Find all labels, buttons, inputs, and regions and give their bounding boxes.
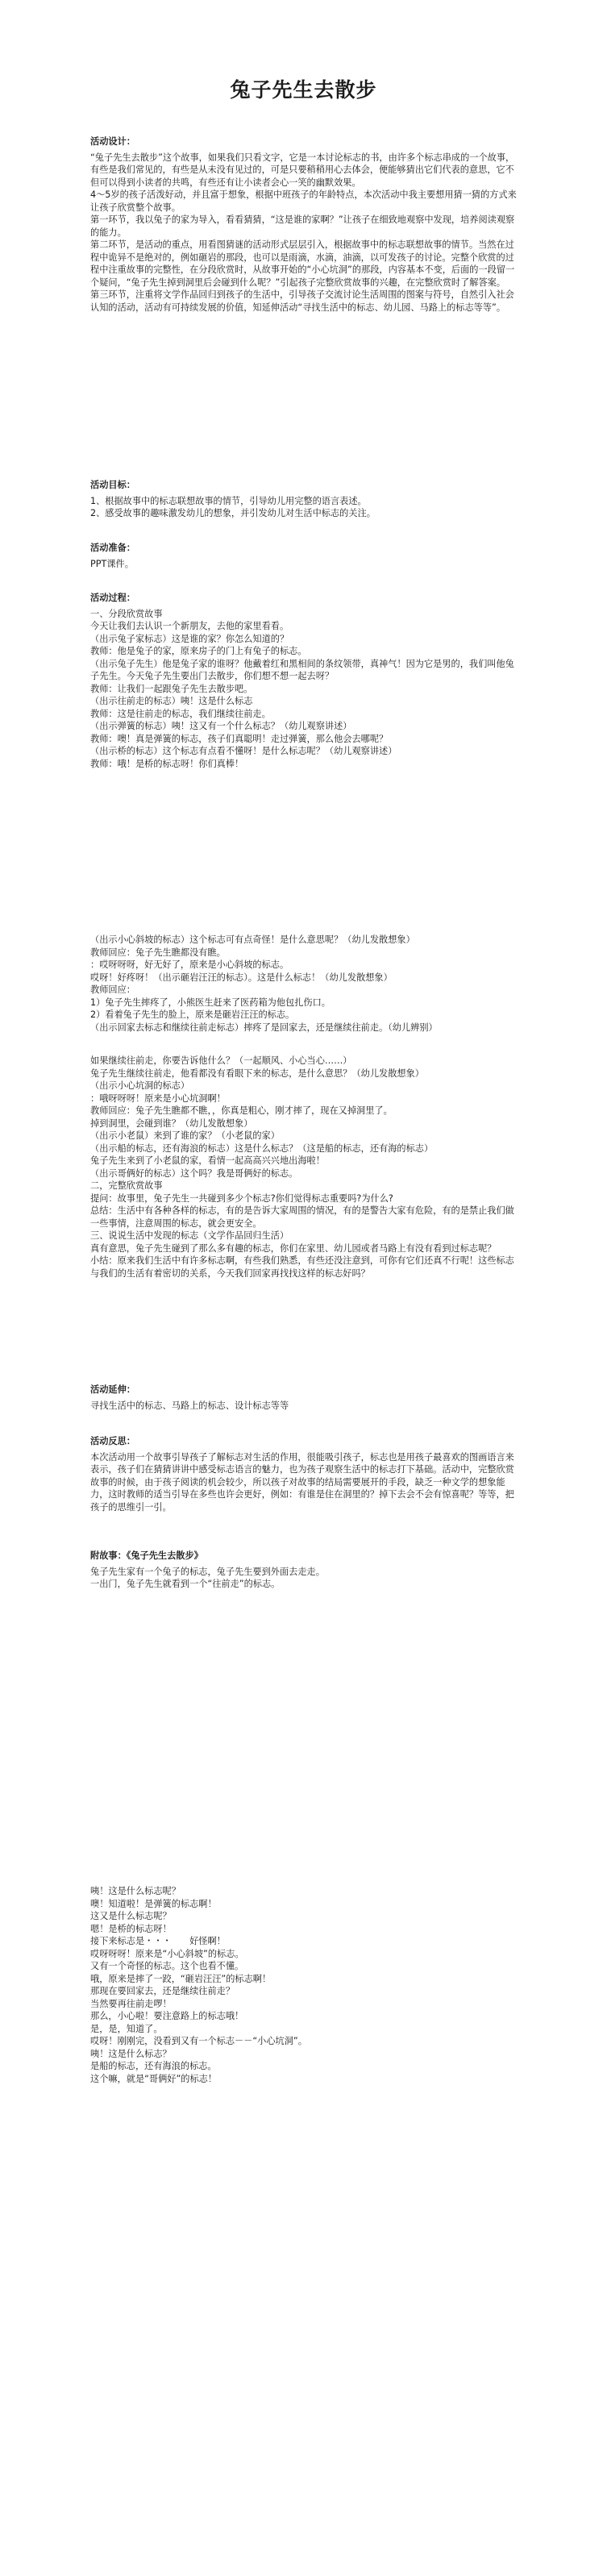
process-line: 提问：故事里，兔子先生一共碰到多少个标志?你们觉得标志重要吗?为什么?	[90, 1192, 393, 1204]
process-line: 小结：原来我们生活中有许多标志啊，有些我们熟悉，有些还没注意到，可你有它们还真不行呢！这些标志与我们的生活有着密切的关系，今天我们回家再找找这样的标志好吗？	[90, 1255, 514, 1279]
story-line: 这个嘛，就是“哥俩好”的标志！	[90, 2073, 218, 2084]
section-extension	[90, 1384, 518, 1412]
process-line: 教师：哦！是桥的标志呀！你们真棒！	[90, 758, 244, 769]
paragraph: 第三环节，注重将文学作品回归到孩子的生活中，引导孩子交流讨论生活周围的图案与符号，自然引入社会认知的活动，活动有可持续发展的价值，知延伸活动“寻找生活中的标志、幼儿园、马路上的标志等等”。	[90, 289, 514, 313]
story-line: 这又是什么标志呢？	[90, 1911, 172, 1921]
process-line: 二，完整欣赏故事	[90, 1180, 163, 1191]
paragraph: 本次活动用一个故事引导孩子了解标志对生活的作用，很能吸引孩子，标志也是用孩子最喜欢的图画语言来表示，孩子们在猜猜讲讲中感受标志语言的魅力，也为孩子观察生活中的标志打下基础。活动中，完整欣赏故事的时候，由于孩子阅读的机会较少，所以孩子对故事的结局需要展开的手段，缺乏一种文学的想象能力，这时教师的适当引导在多些也许会更好，例如：有谁是住在洞里的？掉下去会不会有惊喜呢？等等，把孩子的思维引一引。	[90, 1451, 514, 1513]
story-line: 哦，原来是摔了一跤，“砸岩汪汪”的标志啊！	[90, 1973, 272, 1984]
story-line: 一出门，兔子先生就看到一个“往前走”的标志。	[90, 1579, 281, 1589]
story-line: 那么，小心啦！要注意路上的标志哦！	[90, 2011, 244, 2021]
process-line: 哎呀！好疼呀！（出示砸岩汪汪的标志）。这是什么标志！（幼儿发散想象）	[90, 972, 393, 983]
document-title: 兔子先生去散步	[230, 78, 377, 102]
list-item: 寻找生活中的标志、马路上的标志、设计标志等等	[90, 1400, 289, 1411]
section-heading: 活动设计：	[90, 136, 135, 147]
story-line: 又有一个奇怪的标志。这个也看不懂。	[90, 1961, 244, 1971]
section-goals	[90, 479, 518, 520]
process-line: 如果继续往前走，你要告诉他什么？（一起顺风、小心当心……）	[90, 1055, 352, 1066]
process-line: 总结：生活中有各种各样的标志，有的是告诉大家周围的情况，有的是警告大家有危险，有的是禁止我们做一些事情，注意周围的标志，就会更安全。	[90, 1205, 514, 1229]
process-line: ：哦呀呀呀！原来是小心坑洞啊！	[90, 1092, 226, 1104]
process-line: 教师：这是往前走的标志，我们继续往前走。	[90, 708, 271, 719]
list-item: 2、感受故事的趣味激发幼儿的想象，并引发幼儿对生活中标志的关注。	[90, 508, 376, 518]
appendix-heading	[90, 1550, 518, 1563]
story-line: 兔子先生家有一个兔子的标志，兔子先生要到外面去走走。	[90, 1566, 325, 1577]
process-line: （出示船的标志，还有海浪的标志）这是什么标志？（这是船的标志，还有海的标志）	[90, 1142, 434, 1154]
paragraph: 第一环节，我以兔子的家为导入，看看猜猜，“这是谁的家啊？”让孩子在细致地观察中发现，培养阅读观察的能力。	[90, 214, 515, 238]
process-line: 兔子先生来到了小老鼠的家，看情一起高高兴兴地出海啦！	[90, 1155, 325, 1166]
section-process	[90, 592, 518, 770]
list-item: PPT课件。	[90, 558, 134, 569]
process-line: 教师：噢！真是弹簧的标志，孩子们真聪明！走过弹簧，那么他会去哪呢？	[90, 733, 389, 744]
story-line: 咦！这是什么标志呢？	[90, 1886, 181, 1896]
process-line: 真有意思，兔子先生碰到了那么多有趣的标志，你们在家里、幼儿园或者马路上有没有看到过标志呢？	[90, 1242, 497, 1254]
story-line: 咦！这是什么标志？	[90, 2048, 172, 2059]
process-line: （出示小老鼠）来到了谁的家？（小老鼠的家）	[90, 1130, 280, 1141]
story-line: 当然要再往前走啰！	[90, 1998, 172, 2009]
story-line: 是，是，知道了。	[90, 2023, 163, 2034]
story-line: 接下来标志是・・・ 好怪啊！	[90, 1936, 226, 1946]
process-line: 教师：让我们一起跟兔子先生去散步吧。	[90, 683, 253, 694]
process-line: （出示弹簧的标志）咦！这又有一个什么标志？（幼儿观察讲述）	[90, 721, 352, 731]
process-line: （出示小心斜坡的标志）这个标志可有点奇怪！是什么意思呢？（幼儿发散想象）	[90, 934, 415, 945]
process-line: ：哎呀呀呀，好无好了，原来是小心斜坡的标志。	[90, 959, 289, 970]
process-line: （出示回家去标志和继续往前走标志）摔疼了是回家去，还是继续往前走。（幼儿辨别）	[90, 1022, 438, 1033]
process-line: （出示小心坑洞的标志）	[90, 1080, 190, 1091]
paragraph: 第二环节，是活动的重点，用看图猜谜的活动形式层层引入，根据故事中的标志联想故事的情节。当然在过程中诡异不是绝对的，例如砸岩的那段，也可以是雨滴，水滴，油滴，以可发孩子的讨论。完整个欣赏的过程中注重故事的完整性，在分段欣赏时，从故事开始的“小心坑洞”的那段，内容基本不变，后面的一段留一个疑问，“兔子先生掉到洞里后会碰到什么呢？”引起孩子完整欣赏故事的兴趣，在完整欣赏时了解答案。	[90, 239, 515, 288]
story-line: 那现在要回家去，还是继续往前走？	[90, 1986, 235, 1996]
paragraph: “兔子先生去散步”这个故事，如果我们只看文字，它是一本讨论标志的书，由许多个标志串成的一个故事，有些是我们常见的，有些是从未没有见过的，可是只要稍稍用心去体会，便能够猜出它们代表的意思，它不但可以得到小读者的共鸣，有些还有让小读者会心一笑的幽默效果。	[90, 152, 515, 188]
process-line: 教师：他是兔子的家，原来房子的门上有兔子的标志。	[90, 646, 307, 656]
process-line: （出示桥的标志）这个标志有点看不懂呀！是什么标志呢？（幼儿观察讲述）	[90, 746, 397, 756]
process-line: （出示哥俩好的标志）这个吗？我是哥俩好的标志。	[90, 1167, 298, 1179]
section-appendix	[90, 1550, 518, 1591]
paragraph: 4～5岁的孩子活泼好动，并且富于想象，根据中班孩子的年龄特点，本次活动中我主要想用猜一猜的方式来让孩子欣赏整个故事。	[90, 189, 517, 213]
section-reflection	[90, 1435, 518, 1513]
section-design	[90, 135, 518, 314]
section-heading: 活动反思：	[90, 1436, 135, 1446]
section-heading: 活动准备：	[90, 543, 135, 553]
story-line: 是船的标志，还有海浪的标志。	[90, 2061, 217, 2071]
process-line: 教师回应：	[90, 984, 135, 995]
section-prep	[90, 542, 518, 570]
list-item: 1、根据故事中的标志联想故事的情节，引导幼儿用完整的语言表述。	[90, 495, 367, 506]
story-body	[90, 1885, 518, 2085]
process-line: 三、说说生活中发现的标志（文学作品回归生活）	[90, 1230, 289, 1241]
process-line: （出示往前走的标志）咦！这是什么标志	[90, 696, 253, 706]
story-line: 嗯！是桥的标志呀！	[90, 1923, 172, 1934]
story-line: 噢！知道啦！是弹簧的标志啊！	[90, 1898, 217, 1909]
section-process-continued	[90, 934, 518, 1034]
section-heading: 活动过程：	[90, 593, 135, 603]
process-line: （出示兔子家标志）这是谁的家？你怎么知道的？	[90, 633, 289, 644]
process-line: 一、分段欣赏故事	[90, 608, 163, 619]
story-title: 《兔子先生去散步》	[126, 1550, 203, 1561]
section-process-continued-2	[90, 1055, 518, 1280]
process-line: （出示兔子先生）他是兔子家的谁呀？他戴着红和黑相间的条纹领带，真神气！因为它是男的，我们叫他兔子先生。今天兔子先生要出门去散步，你们想不想一起去呀？	[90, 658, 514, 681]
story-line: 哎呀！刚刚完，没看到又有一个标志－－“小心坑洞”。	[90, 2036, 307, 2046]
section-heading: 活动目标：	[90, 480, 135, 490]
process-line: 今天让我们去认识一个新朋友，去他的家里看看。	[90, 621, 289, 631]
process-line: 兔子先生继续往前走，他看都没有看眼下来的标志，是什么意思？（幼儿发散想象）	[90, 1067, 424, 1079]
story-line: 哎呀呀呀！原来是“小心斜坡”的标志。	[90, 1948, 244, 1959]
appendix-label: 附故事：	[90, 1550, 127, 1561]
section-heading: 活动延伸：	[90, 1384, 135, 1395]
process-line: 教师回应：兔子先生瞧都不瞧，，你真是粗心，刚才摔了，现在又掉洞里了。	[90, 1105, 393, 1116]
process-line: 掉到洞里，会碰到谁？（幼儿发散想象）	[90, 1117, 253, 1129]
process-line: 1）兔子先生摔疼了，小熊医生赶来了医药箱为他包扎伤口。	[90, 997, 331, 1008]
process-line: 教师回应：兔子先生瞧都没有瞧。	[90, 947, 226, 958]
process-line: 2）看着兔子先生的脸上，原来是砸岩汪汪的标志。	[90, 1009, 295, 1020]
